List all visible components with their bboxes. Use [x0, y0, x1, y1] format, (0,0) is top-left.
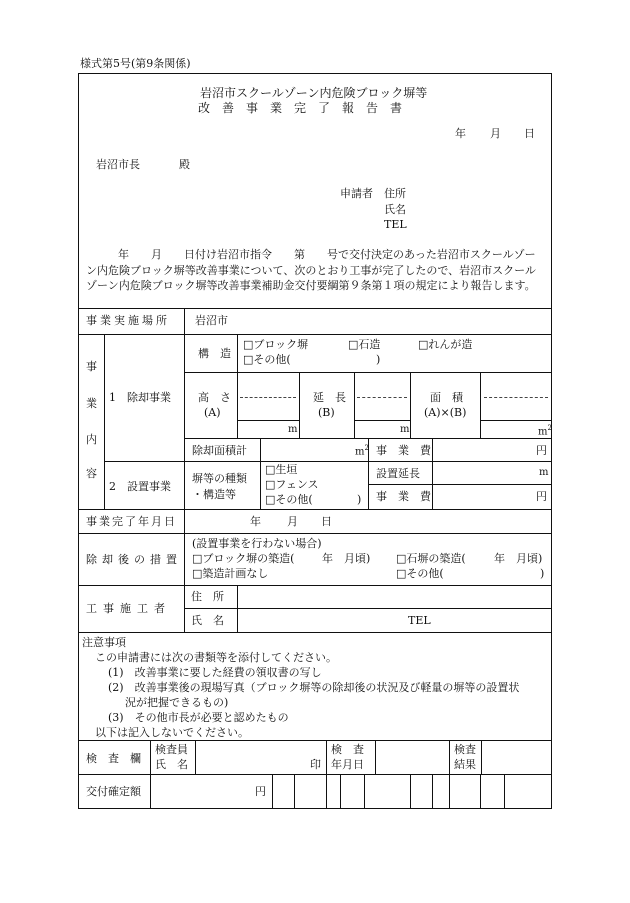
content-label-char-3: 内: [86, 433, 97, 446]
install-type-label-1: 塀等の種類: [192, 472, 247, 485]
after-opt-none: □築造計画なし: [192, 567, 269, 580]
notes-intro: この申請書には次の書類等を添付してください。: [95, 651, 337, 664]
site-value: 岩沼市: [195, 314, 228, 327]
opt-install-other-close: ): [357, 493, 362, 506]
inspection-date-label-1: 検 査: [331, 743, 364, 756]
applicant-address-label: 住所: [384, 187, 406, 200]
inspection-result-label-1: 検査: [454, 743, 476, 756]
date-day: 日: [524, 127, 535, 140]
removal-cost-yen: 円: [536, 444, 547, 457]
intro-date-part: 年 月 日付け岩沼市指令 第 号で交付決定のあった: [118, 248, 437, 261]
after-opt-stone: □石塀の築造(: [396, 552, 466, 565]
removal-total-label: 除却面積計: [192, 444, 247, 457]
note-item-1: (1) 改善事業に要した経費の領収書の写し: [108, 666, 322, 679]
applicant-label: 申請者: [340, 187, 373, 200]
after-opt-other: □その他(: [396, 567, 444, 580]
notes-heading: 注意事項: [82, 636, 126, 649]
opt-fence: □フェンス: [265, 478, 319, 491]
after-opt-block-ym: 年 月頃): [322, 552, 371, 565]
area-symbol: (A)×(B): [424, 406, 467, 419]
opt-other: □その他(: [243, 353, 291, 366]
content-label-char-2: 業: [86, 397, 97, 410]
after-measure-label: 除却後の措置: [86, 553, 182, 566]
opt-hedge: □生垣: [265, 463, 298, 476]
height-symbol: (A): [204, 406, 221, 419]
opt-block-wall: □ブロック塀: [243, 338, 309, 351]
length-label: 延 長: [313, 391, 346, 404]
title-line-2: 改 善 事 業 完 了 報 告 書: [198, 101, 403, 115]
inspection-label: 検 査 欄: [86, 752, 141, 765]
install-cost-yen: 円: [536, 490, 547, 503]
inspector-label-2: 氏 名: [155, 758, 188, 771]
opt-install-other: □その他(: [265, 493, 313, 506]
structure-label: 構 造: [198, 347, 231, 360]
inspection-result-label-2: 結果: [454, 758, 476, 771]
after-opt-other-close: ): [540, 567, 545, 580]
removal-project-label: 1 除却事業: [109, 391, 171, 404]
area-unit: $m^2$: [538, 424, 552, 438]
inspection-date-label-2: 年月日: [331, 758, 364, 771]
removal-total-unit: $m^2$: [355, 444, 369, 458]
title-line-1: 岩沼市スクールゾーン内危険ブロック塀等: [200, 86, 428, 100]
grant-label: 交付確定額: [86, 785, 141, 798]
note-item-3: (3) その他市長が必要と認めたもの: [108, 711, 289, 724]
completion-year: 年: [250, 515, 261, 528]
honorific: 殿: [179, 158, 190, 171]
height-label: 高 さ: [198, 391, 231, 404]
intro-rest: 岩沼市スクールゾーン内危険ブロック塀等改善事業について、次のとおり工事が完了したので、岩沼市スクールゾーン内危険ブロック塀等改善事業補助金交付要綱第９条第１項の規定により報告します。: [86, 248, 536, 292]
after-opt-stone-ym: 年 月頃): [494, 552, 543, 565]
inspector-label-1: 検査員: [155, 743, 188, 756]
addressee: 岩沼市長: [96, 158, 140, 171]
opt-brick: □れんが造: [418, 338, 473, 351]
install-length-label: 設置延長: [376, 467, 420, 480]
length-symbol: (B): [318, 406, 335, 419]
content-label-char-4: 容: [86, 467, 97, 480]
content-label-char-1: 事: [86, 360, 97, 373]
length-unit: m: [400, 424, 410, 435]
install-project-label: 2 設置事業: [109, 480, 171, 493]
install-length-unit: m: [539, 467, 549, 478]
notes-footer: 以下は記入しないでください。: [95, 726, 249, 739]
after-note: (設置事業を行わない場合): [192, 537, 322, 550]
area-label: 面 積: [430, 391, 463, 404]
after-opt-block: □ブロック塀の築造(: [192, 552, 295, 565]
completion-label: 事業完了年月日: [86, 515, 177, 528]
intro-paragraph: [86, 247, 546, 294]
note-item-2-cont: 況が把握できるもの): [125, 696, 229, 709]
contractor-tel-label: TEL: [408, 614, 431, 627]
install-type-label-2: ・構造等: [192, 488, 236, 501]
date-month: 月: [490, 127, 501, 140]
install-cost-label: 事 業 費: [376, 490, 431, 503]
site-label: 事業実施場所: [86, 314, 170, 327]
applicant-tel-label: TEL: [384, 218, 407, 231]
form-number: 様式第5号(第9条関係): [80, 57, 191, 70]
note-item-2: (2) 改善事業後の現場写真（ブロック塀等の除却後の状況及び軽量の塀等の設置状: [108, 681, 520, 694]
contractor-address-label: 住 所: [191, 590, 224, 603]
removal-cost-label: 事 業 費: [376, 444, 431, 457]
completion-month: 月: [287, 515, 298, 528]
applicant-name-label: 氏名: [384, 203, 406, 216]
contractor-name-label: 氏 名: [191, 614, 224, 627]
date-year: 年: [455, 127, 466, 140]
completion-day: 日: [321, 515, 332, 528]
opt-other-close: ): [376, 353, 381, 366]
contractor-label: 工事施工者: [86, 602, 171, 615]
seal-mark: 印: [310, 758, 321, 771]
grant-yen: 円: [255, 785, 266, 798]
opt-stone: □石造: [348, 338, 381, 351]
height-unit: m: [288, 424, 298, 435]
